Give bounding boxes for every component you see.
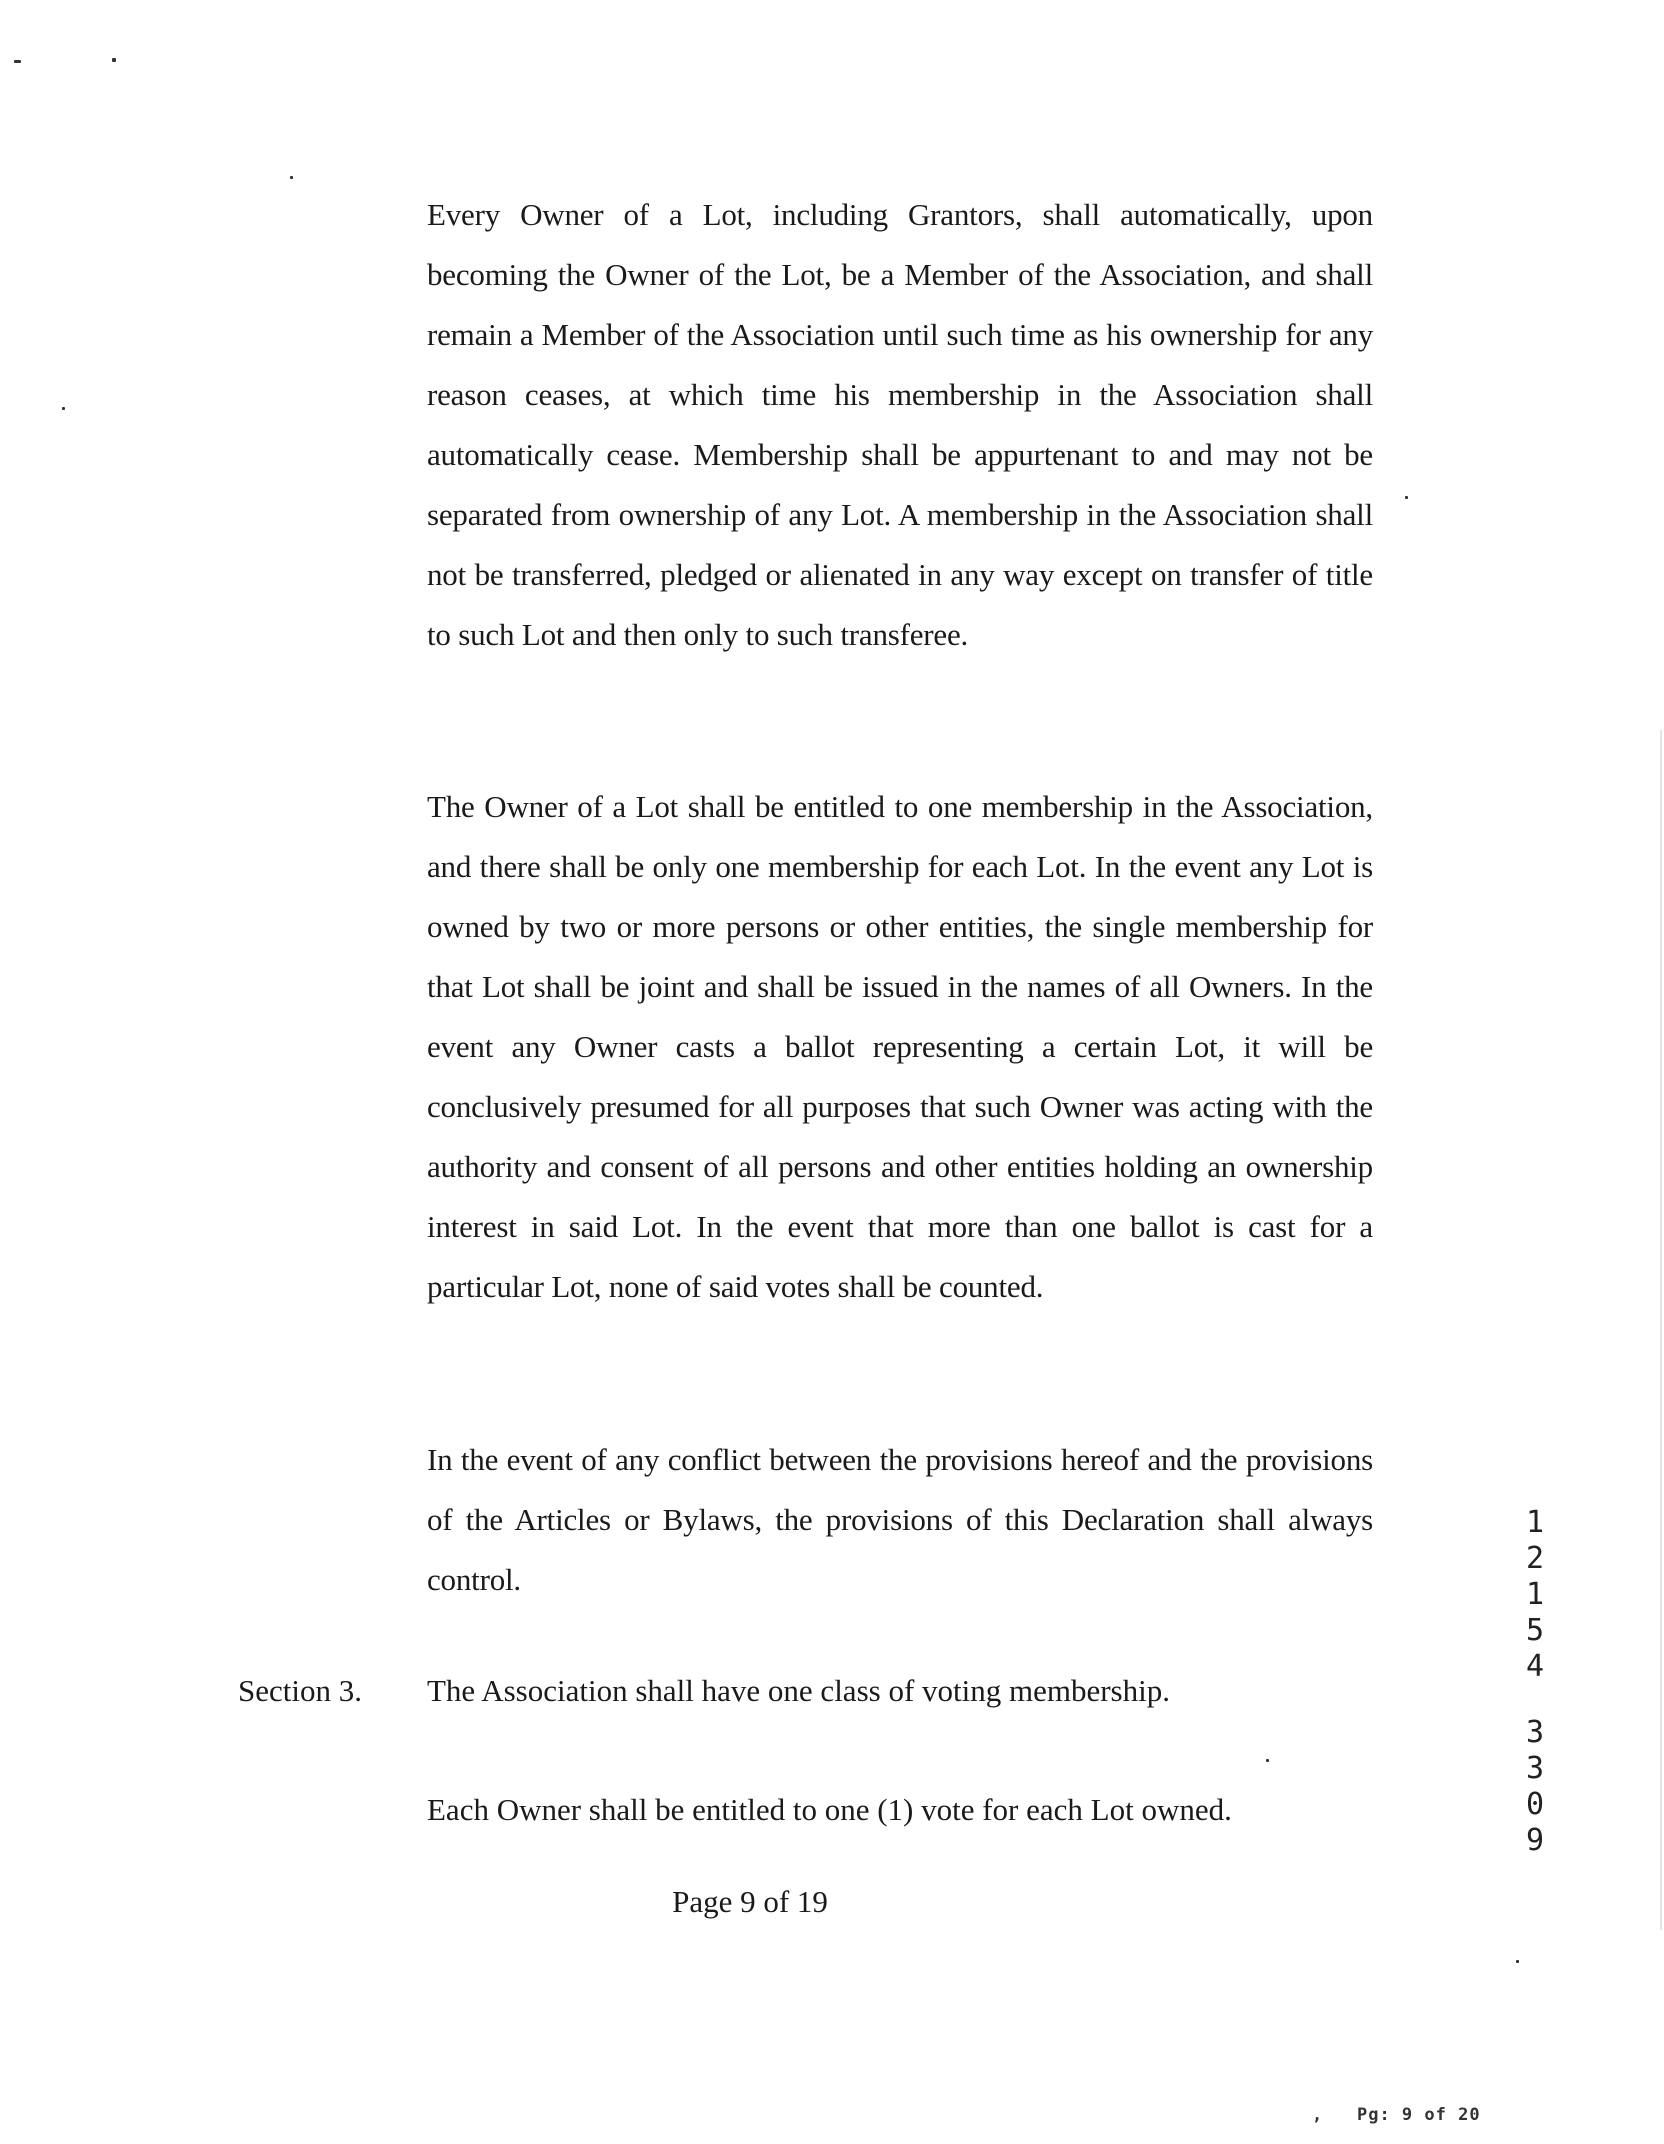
paragraph-conflict-provisions: In the event of any conflict between the provisions hereof and the provisions of the Articles or Bylaws, the provisions of this Declaration shall always control. <box>427 1442 1373 1597</box>
stamp-digit: 9 <box>1525 1823 1545 1858</box>
stamp-digit: 4 <box>1525 1649 1545 1684</box>
page-number: Page 9 of 19 <box>672 1884 828 1919</box>
stamp-digit: 0 <box>1525 1787 1545 1822</box>
scan-speck <box>1266 1759 1269 1762</box>
scan-speck <box>112 58 116 62</box>
scan-speck <box>14 60 21 63</box>
section-label: Section 3. <box>238 1673 362 1708</box>
scan-speck <box>290 176 293 179</box>
stamp-digit: 3 <box>1525 1715 1545 1750</box>
scan-speck <box>1405 496 1408 499</box>
stamp-digit: 2 <box>1525 1541 1545 1576</box>
stamp-digit: 1 <box>1525 1577 1545 1612</box>
recording-stamp-number <box>1520 1505 1550 1859</box>
scan-edge-line <box>1660 730 1662 1930</box>
scan-speck <box>62 407 65 410</box>
section-text: The Association shall have one class of voting membership. <box>427 1673 1170 1708</box>
stamp-gap <box>1520 1685 1550 1715</box>
scan-speck <box>1516 1960 1519 1963</box>
footer-comma: , <box>1312 2105 1324 2125</box>
stamp-digit: 1 <box>1525 1505 1545 1540</box>
stamp-digit: 3 <box>1525 1751 1545 1786</box>
section-vote-text: Each Owner shall be entitled to one (1) vote for each Lot owned. <box>427 1792 1232 1827</box>
footer-page-count <box>1312 2105 1481 2125</box>
paragraph-membership: Every Owner of a Lot, including Grantors, shall automatically, upon becoming the Owner of the Lot, be a Member of the Association, and shall remain a Member of the Association until such time as his ownership for any reason ceases, at which time his membership in the Association shall automatically cease. Membership shall be appurtenant to and may not be separated from ownership of any Lot. A membership in the Association shall not be transferred, pledged or alienated in any way except on transfer of title to such Lot and then only to such transferee. <box>427 197 1373 652</box>
footer-pg-text: Pg: 9 of 20 <box>1356 2105 1481 2125</box>
paragraph-owner-entitlement: The Owner of a Lot shall be entitled to one membership in the Association, and there shall be only one membership for each Lot. In the event any Lot is owned by two or more persons or other entities, the single membership for that Lot shall be joint and shall be issued in the names of all Owners. In the event any Owner casts a ballot representing a certain Lot, it will be conclusively presumed for all purposes that such Owner was acting with the authority and consent of all persons and other entities holding an ownership interest in said Lot. In the event that more than one ballot is cast for a particular Lot, none of said votes shall be counted. <box>427 789 1373 1304</box>
stamp-digit: 5 <box>1525 1613 1545 1648</box>
